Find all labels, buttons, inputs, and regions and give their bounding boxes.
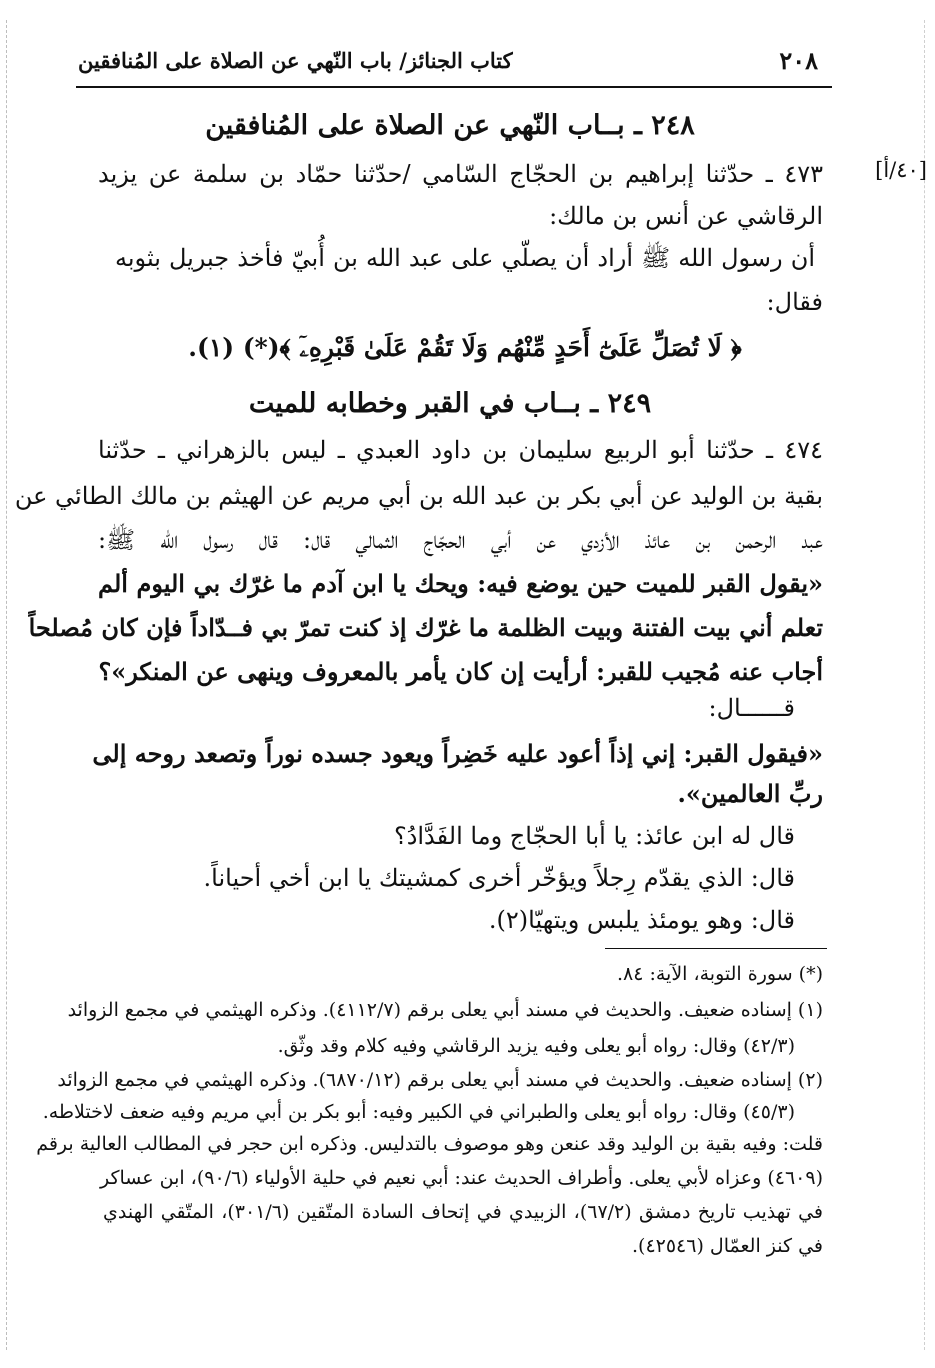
running-title: كتاب الجنائز/ باب النّهي عن الصلاة على المُنافقين: [78, 48, 513, 73]
footnote-2-line-5: في تهذيب تاريخ دمشق (٦٧/٢)، الزبيدي في إتحاف السادة المتّقين (٣٠١/٦)، المتّقي الهندي: [103, 1201, 823, 1223]
hadith-474-line-10: قال له ابن عائذ: يا أبا الحجّاج وما الفَدَّادُ؟: [393, 822, 795, 850]
page-number: ٢٠٨: [779, 46, 818, 75]
scan-edge-left: [6, 20, 7, 1350]
hadith-474-line-9: ربِّ العالمين».: [677, 779, 823, 808]
footnote-2-line-6: في كنز العمّال (٤٢٥٤٦).: [631, 1235, 823, 1257]
hadith-474-line-6: أجاب عنه مُجيب للقبر: أرأيت إن كان يأمر بالمعروف وينهى عن المنكر»؟: [98, 657, 823, 686]
footnote-star: (*) سورة التوبة، الآية: ٨٤.: [616, 963, 823, 985]
footnote-2-line-1: (٢) إسناده ضعيف. والحديث في مسند أبي يعلى برقم (٦٨٧٠/١٢). وذكره الهيثمي في مجمع الزوائد: [57, 1069, 823, 1091]
chapter-heading-249: ٢٤٩ ـ بــاب في القبر وخطابه للميت: [248, 388, 652, 419]
footnote-2-line-3: قلت: وفيه بقية بن الوليد وقد عنعن وهو موصوف بالتدليس. وذكره ابن حجر في المطالب العالية برقم: [36, 1133, 823, 1155]
hadith-474-line-2: بقية بن الوليد عن أبي بكر بن عبد الله بن أبي مريم عن الهيثم بن مالك الطائي عن: [14, 482, 823, 510]
hadith-473-line-1: ٤٧٣ ـ حدّثنا إبراهيم بن الحجّاج السّامي /حدّثنا حمّاد بن سلمة عن يزيد: [98, 160, 823, 188]
running-header: [78, 44, 824, 84]
scan-edge-right: [924, 20, 925, 1350]
manuscript-folio-reference: [٤٠/أ]: [875, 158, 927, 182]
hadith-474-line-12: قال: وهو يومئذ يلبس ويتهيّا(٢).: [488, 906, 795, 934]
hadith-474-line-5: تعلم أني بيت الفتنة وبيت الظلمة ما غرّك إذ كنت تمرّ بي فــدّاداً فإن كان مُصلحاً: [28, 613, 823, 642]
chapter-heading-248: ٢٤٨ ـ بــاب النّهي عن الصلاة على المُنافقين: [205, 110, 695, 141]
hadith-473-line-4: فقال:: [766, 288, 823, 316]
hadith-473-line-2: الرقاشي عن أنس بن مالك:: [549, 202, 823, 230]
footnote-2-line-4: (٤٦٠٩) وعزاه لأبي يعلى. وأطراف الحديث عند: أبي نعيم في حلية الأولياء (٩٠/٦)، ابن عساكر: [99, 1167, 823, 1189]
footnote-divider: [605, 948, 827, 949]
hadith-474-line-1: ٤٧٤ ـ حدّثنا أبو الربيع سليمان بن داود العبدي ـ ليس بالزهراني ـ حدّثنا: [98, 436, 824, 464]
hadith-474-line-8: «فيقول القبر: إني إذاً أعود عليه خَضِراً ويعود جسده نوراً وتصعد روحه إلى: [92, 739, 823, 768]
hadith-473-line-3: أن رسول الله ﷺ أراد أن يصلّي على عبد الله بن أُبيّ فأخذ جبريل بثوبه: [115, 244, 815, 272]
hadith-474-line-4: «يقول القبر للميت حين يوضع فيه: ويحك يا ابن آدم ما غرّك بي اليوم ألم: [98, 569, 823, 598]
footnote-1-line-1: (١) إسناده ضعيف. والحديث في مسند أبي يعلى برقم (٤١١٢/٧). وذكره الهيثمي في مجمع الزوائد: [67, 999, 823, 1021]
hadith-474-line-3: عبد الرحمن بن عائذ الأزدي عن أبي الحجّاج الثمالي قال: قال رسول الله ﷺ:: [98, 526, 823, 554]
quran-verse: ﴿ لَا تُصَلِّ عَلَىٰٓ أَحَدٍ مِّنْهُم وَلَا تَقُمْ عَلَىٰ قَبْرِهِۦٓ ﴾(*) (١).: [188, 333, 742, 362]
header-divider: [76, 86, 832, 88]
footnote-1-line-2: (٤٢/٣) وقال: رواه أبو يعلى وفيه يزيد الرقاشي وفيه كلام وقد وثّق.: [277, 1035, 795, 1057]
footnote-2-line-2: (٤٥/٣) وقال: رواه أبو يعلى والطبراني في الكبير وفيه: أبو بكر بن أبي مريم وفيه ضعف لاختلاطه.: [42, 1101, 795, 1123]
hadith-474-line-11: قال: الذي يقدّم رِجلاً ويؤخّر أخرى كمشيتك يا ابن أخي أحياناً.: [203, 864, 795, 892]
hadith-474-line-7: قــــــال:: [708, 694, 795, 722]
